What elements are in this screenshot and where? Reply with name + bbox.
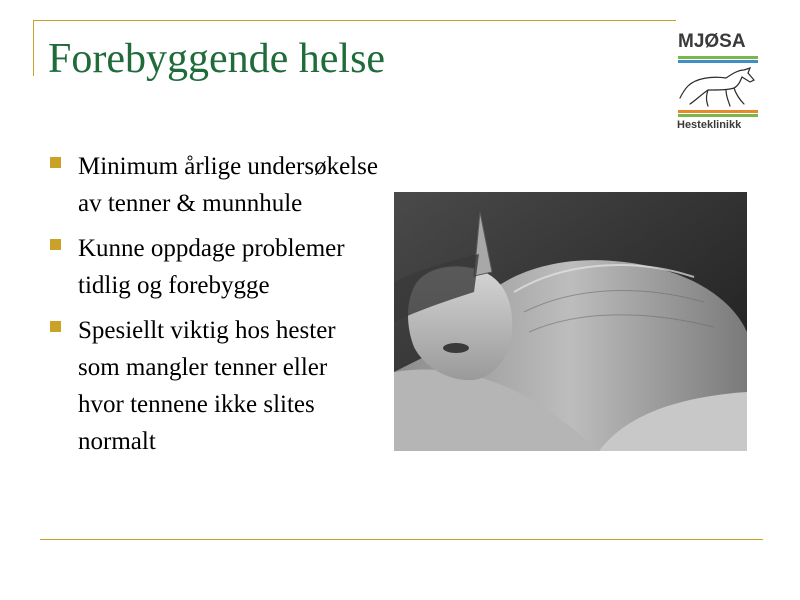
frame-top-line <box>33 20 676 21</box>
horse-photo <box>394 192 747 451</box>
clinic-logo <box>672 30 764 134</box>
bullet-item <box>48 148 378 222</box>
bullet-item <box>48 230 378 304</box>
bullet-square-icon <box>50 239 61 250</box>
logo-stripe-green-low <box>678 114 758 117</box>
logo-subtitle: Hesteklinikk <box>677 119 742 131</box>
horse-photo-icon <box>394 192 747 451</box>
logo-stripe-green <box>678 56 758 59</box>
bullet-text: Kunne oppdage problemer tidlig og forebygge <box>78 235 345 299</box>
logo-brand: MJØSA <box>678 31 746 52</box>
slide-title: Forebyggende helse <box>48 36 386 82</box>
bullet-square-icon <box>50 157 61 168</box>
logo-stripe-orange <box>678 110 758 113</box>
bullet-text: Minimum årlige undersøkelse av tenner & munnhule <box>78 153 378 217</box>
horse-logo-icon <box>678 64 758 108</box>
bullet-square-icon <box>50 321 61 332</box>
frame-left-line <box>33 20 34 76</box>
bullet-text: Spesiellt viktig hos hester som mangler tenner eller hvor tennene ikke slites normalt <box>78 317 336 455</box>
frame-bottom-line <box>40 539 763 540</box>
bullet-item <box>48 312 378 460</box>
logo-stripe-blue <box>678 60 758 63</box>
bullet-list <box>48 148 378 468</box>
